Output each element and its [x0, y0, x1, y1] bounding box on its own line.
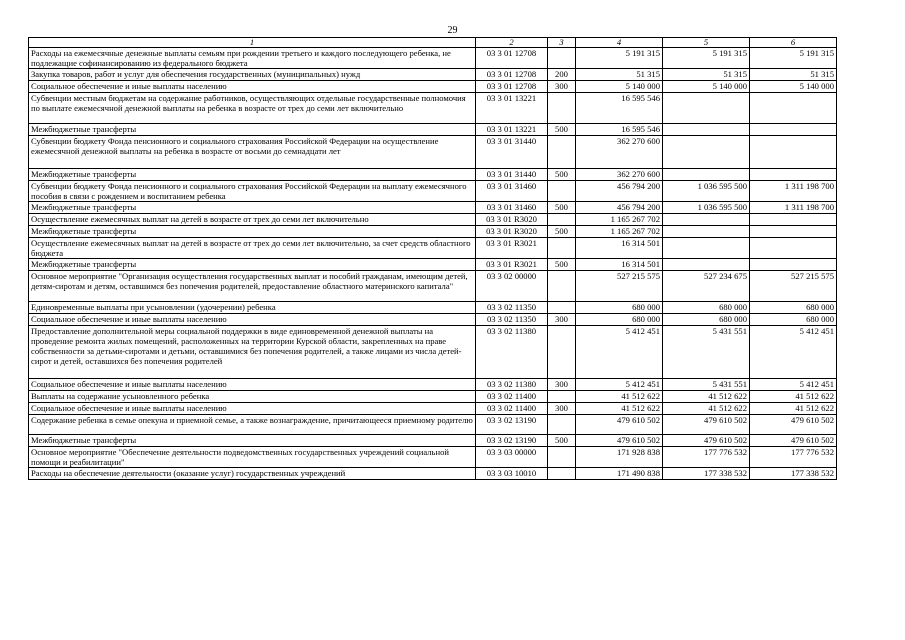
row-amount-col4: 527 215 575 — [576, 271, 663, 302]
row-amount-col6: 177 776 532 — [750, 447, 837, 468]
row-amount-col6: 680 000 — [750, 314, 837, 326]
table-row — [29, 302, 837, 314]
row-amount-col6: 41 512 622 — [750, 391, 837, 403]
row-amount-col4: 16 595 546 — [576, 93, 663, 124]
row-amount-col6 — [750, 259, 837, 271]
row-amount-col6 — [750, 238, 837, 259]
row-name: Выплаты на содержание усыновленного ребенка — [29, 391, 476, 403]
row-code: 03 3 01 R3020 — [476, 214, 548, 226]
row-expense-type: 500 — [548, 202, 576, 214]
row-name: Основное мероприятие "Организация осуществления государственных выплат и пособий гражданам, имеющим детей, детям-сиротам и детям, оставшимся без попечения родителей, предоставление областного материнского капитала" — [29, 271, 476, 302]
row-code: 03 3 02 11350 — [476, 302, 548, 314]
row-code: 03 3 01 13221 — [476, 93, 548, 124]
row-amount-col6: 1 311 198 700 — [750, 181, 837, 202]
table-row — [29, 435, 837, 447]
row-amount-col4: 1 165 267 702 — [576, 226, 663, 238]
row-amount-col4: 479 610 502 — [576, 435, 663, 447]
row-amount-col6 — [750, 226, 837, 238]
table-row — [29, 379, 837, 391]
row-expense-type: 500 — [548, 259, 576, 271]
table-row — [29, 415, 837, 435]
row-amount-col4: 41 512 622 — [576, 403, 663, 415]
row-name: Осуществление ежемесячных выплат на детей в возрасте от трех до семи лет включительно, за счет средств областного бюджета — [29, 238, 476, 259]
budget-table — [28, 37, 837, 480]
table-row — [29, 202, 837, 214]
row-code: 03 3 01 31440 — [476, 169, 548, 181]
row-name: Расходы на обеспечение деятельности (оказание услуг) государственных учреждений — [29, 468, 476, 480]
row-amount-col6: 41 512 622 — [750, 403, 837, 415]
row-amount-col5: 1 036 595 500 — [663, 202, 750, 214]
row-name: Социальное обеспечение и иные выплаты населению — [29, 81, 476, 93]
row-name: Содержание ребенка в семье опекуна и приемной семье, а также вознаграждение, причитающееся приемному родителю — [29, 415, 476, 435]
row-amount-col4: 41 512 622 — [576, 391, 663, 403]
row-name: Единовременные выплаты при усыновлении (удочерении) ребенка — [29, 302, 476, 314]
row-amount-col4: 5 412 451 — [576, 379, 663, 391]
table-row — [29, 226, 837, 238]
row-amount-col5: 680 000 — [663, 302, 750, 314]
page-number: 29 — [447, 25, 458, 36]
table-row — [29, 136, 837, 169]
table-row — [29, 271, 837, 302]
row-code: 03 3 02 11350 — [476, 314, 548, 326]
row-expense-type — [548, 391, 576, 403]
table-row — [29, 169, 837, 181]
row-code: 03 3 01 31440 — [476, 136, 548, 169]
row-amount-col6: 5 412 451 — [750, 379, 837, 391]
row-amount-col6: 51 315 — [750, 69, 837, 81]
row-amount-col5: 680 000 — [663, 314, 750, 326]
table-row — [29, 93, 837, 124]
row-amount-col4: 171 928 838 — [576, 447, 663, 468]
row-expense-type: 500 — [548, 124, 576, 136]
row-expense-type — [548, 93, 576, 124]
row-name: Предоставление дополнительной меры социальной поддержки в виде единовременной денежной выплаты на проведение ремонта жилых помещений, расположенных на территории Курской области, закрепленных на праве собственности за детьми-сиротами и детьми, оставшимися без попечения родителей, а также лицами из числа детей-сирот и детей, оставшихся без попечения родителей — [29, 326, 476, 379]
row-expense-type: 500 — [548, 226, 576, 238]
row-amount-col4: 479 610 502 — [576, 415, 663, 435]
row-amount-col6: 479 610 502 — [750, 415, 837, 435]
row-expense-type: 300 — [548, 314, 576, 326]
row-amount-col5: 177 776 532 — [663, 447, 750, 468]
row-expense-type — [548, 415, 576, 435]
row-code: 03 3 03 10010 — [476, 468, 548, 480]
row-expense-type: 500 — [548, 435, 576, 447]
row-expense-type — [548, 181, 576, 202]
row-name: Основное мероприятие "Обеспечение деятельности подведомственных государственных учреждений социальной помощи и реабилитации" — [29, 447, 476, 468]
row-amount-col4: 680 000 — [576, 302, 663, 314]
row-name: Межбюджетные трансферты — [29, 435, 476, 447]
table-header-row — [29, 38, 837, 48]
row-amount-col5: 479 610 502 — [663, 415, 750, 435]
row-amount-col6: 5 191 315 — [750, 48, 837, 69]
row-amount-col6 — [750, 93, 837, 124]
row-amount-col5: 41 512 622 — [663, 391, 750, 403]
row-amount-col6: 5 140 000 — [750, 81, 837, 93]
row-name: Осуществление ежемесячных выплат на детей в возрасте от трех до семи лет включительно — [29, 214, 476, 226]
row-amount-col4: 1 165 267 702 — [576, 214, 663, 226]
row-expense-type: 200 — [548, 69, 576, 81]
row-amount-col4: 456 794 200 — [576, 202, 663, 214]
row-amount-col5 — [663, 214, 750, 226]
row-expense-type — [548, 447, 576, 468]
row-amount-col5 — [663, 136, 750, 169]
row-amount-col6: 5 412 451 — [750, 326, 837, 379]
row-code: 03 3 01 R3020 — [476, 226, 548, 238]
row-code: 03 3 01 13221 — [476, 124, 548, 136]
row-amount-col6: 527 215 575 — [750, 271, 837, 302]
row-amount-col6: 479 610 502 — [750, 435, 837, 447]
column-header-3: 3 — [548, 38, 576, 48]
row-amount-col4: 362 270 600 — [576, 169, 663, 181]
row-name: Социальное обеспечение и иные выплаты населению — [29, 403, 476, 415]
column-header-6: 6 — [750, 38, 837, 48]
row-expense-type: 500 — [548, 169, 576, 181]
row-expense-type — [548, 48, 576, 69]
row-amount-col5 — [663, 124, 750, 136]
row-expense-type — [548, 468, 576, 480]
row-code: 03 3 02 11400 — [476, 403, 548, 415]
table-row — [29, 468, 837, 480]
row-amount-col5: 5 191 315 — [663, 48, 750, 69]
table-row — [29, 326, 837, 379]
row-expense-type — [548, 136, 576, 169]
row-expense-type — [548, 302, 576, 314]
table-row — [29, 124, 837, 136]
row-code: 03 3 01 R3021 — [476, 259, 548, 271]
row-amount-col5: 5 431 551 — [663, 326, 750, 379]
row-amount-col5 — [663, 238, 750, 259]
row-expense-type — [548, 326, 576, 379]
row-name: Межбюджетные трансферты — [29, 202, 476, 214]
row-amount-col6: 680 000 — [750, 302, 837, 314]
table-row — [29, 314, 837, 326]
row-amount-col5: 41 512 622 — [663, 403, 750, 415]
row-code: 03 3 01 R3021 — [476, 238, 548, 259]
row-code: 03 3 02 11400 — [476, 391, 548, 403]
row-name: Закупка товаров, работ и услуг для обеспечения государственных (муниципальных) нужд — [29, 69, 476, 81]
row-expense-type — [548, 238, 576, 259]
row-code: 03 3 03 00000 — [476, 447, 548, 468]
row-amount-col4: 362 270 600 — [576, 136, 663, 169]
table-row — [29, 81, 837, 93]
row-code: 03 3 02 00000 — [476, 271, 548, 302]
table-row — [29, 238, 837, 259]
row-amount-col4: 456 794 200 — [576, 181, 663, 202]
row-expense-type: 300 — [548, 403, 576, 415]
table-row — [29, 48, 837, 69]
row-amount-col6: 177 338 532 — [750, 468, 837, 480]
table-row — [29, 214, 837, 226]
table-row — [29, 69, 837, 81]
row-amount-col4: 16 595 546 — [576, 124, 663, 136]
row-amount-col6: 1 311 198 700 — [750, 202, 837, 214]
row-amount-col5: 5 140 000 — [663, 81, 750, 93]
row-amount-col4: 5 140 000 — [576, 81, 663, 93]
row-code: 03 3 02 13190 — [476, 435, 548, 447]
row-amount-col4: 680 000 — [576, 314, 663, 326]
row-name: Социальное обеспечение и иные выплаты населению — [29, 379, 476, 391]
table-row — [29, 181, 837, 202]
row-amount-col6 — [750, 169, 837, 181]
row-name: Субвенции бюджету Фонда пенсионного и социального страхования Российской Федерации на осуществление ежемесячной денежной выплаты на ребенка в возрасте от восьми до семнадцати лет — [29, 136, 476, 169]
row-expense-type — [548, 271, 576, 302]
table-row — [29, 447, 837, 468]
row-amount-col4: 5 191 315 — [576, 48, 663, 69]
row-name: Межбюджетные трансферты — [29, 226, 476, 238]
column-header-4: 4 — [576, 38, 663, 48]
table-row — [29, 403, 837, 415]
row-amount-col5: 479 610 502 — [663, 435, 750, 447]
row-amount-col5: 1 036 595 500 — [663, 181, 750, 202]
row-expense-type: 300 — [548, 379, 576, 391]
table-row — [29, 391, 837, 403]
row-amount-col5: 5 431 551 — [663, 379, 750, 391]
row-amount-col5 — [663, 226, 750, 238]
row-name: Социальное обеспечение и иные выплаты населению — [29, 314, 476, 326]
row-amount-col5: 51 315 — [663, 69, 750, 81]
column-header-5: 5 — [663, 38, 750, 48]
column-header-1: 1 — [29, 38, 476, 48]
row-amount-col5 — [663, 169, 750, 181]
row-name: Расходы на ежемесячные денежные выплаты семьям при рождении третьего и каждого последующего ребенка, не подлежащие софинансированию из федерального бюджета — [29, 48, 476, 69]
row-amount-col4: 16 314 501 — [576, 238, 663, 259]
row-amount-col4: 16 314 501 — [576, 259, 663, 271]
row-expense-type — [548, 214, 576, 226]
row-name: Межбюджетные трансферты — [29, 259, 476, 271]
row-amount-col6 — [750, 214, 837, 226]
row-name: Субвенции местным бюджетам на содержание работников, осуществляющих отдельные государственные полномочия по выплате ежемесячной денежной выплаты на ребенка в возрасте от трех до семи лет включительно — [29, 93, 476, 124]
row-amount-col5: 527 234 675 — [663, 271, 750, 302]
row-code: 03 3 02 11380 — [476, 379, 548, 391]
row-amount-col4: 5 412 451 — [576, 326, 663, 379]
row-code: 03 3 01 12708 — [476, 48, 548, 69]
row-code: 03 3 02 11380 — [476, 326, 548, 379]
column-header-2: 2 — [476, 38, 548, 48]
row-name: Межбюджетные трансферты — [29, 169, 476, 181]
row-code: 03 3 01 12708 — [476, 81, 548, 93]
row-amount-col4: 171 490 838 — [576, 468, 663, 480]
table-row — [29, 259, 837, 271]
row-amount-col5 — [663, 93, 750, 124]
row-amount-col5 — [663, 259, 750, 271]
row-code: 03 3 01 31460 — [476, 202, 548, 214]
row-amount-col4: 51 315 — [576, 69, 663, 81]
row-code: 03 3 02 13190 — [476, 415, 548, 435]
row-expense-type: 300 — [548, 81, 576, 93]
row-amount-col5: 177 338 532 — [663, 468, 750, 480]
row-name: Межбюджетные трансферты — [29, 124, 476, 136]
row-amount-col6 — [750, 124, 837, 136]
row-amount-col6 — [750, 136, 837, 169]
row-name: Субвенции бюджету Фонда пенсионного и социального страхования Российской Федерации на выплату ежемесячного пособия в связи с рождением и воспитанием ребенка — [29, 181, 476, 202]
row-code: 03 3 01 31460 — [476, 181, 548, 202]
row-code: 03 3 01 12708 — [476, 69, 548, 81]
